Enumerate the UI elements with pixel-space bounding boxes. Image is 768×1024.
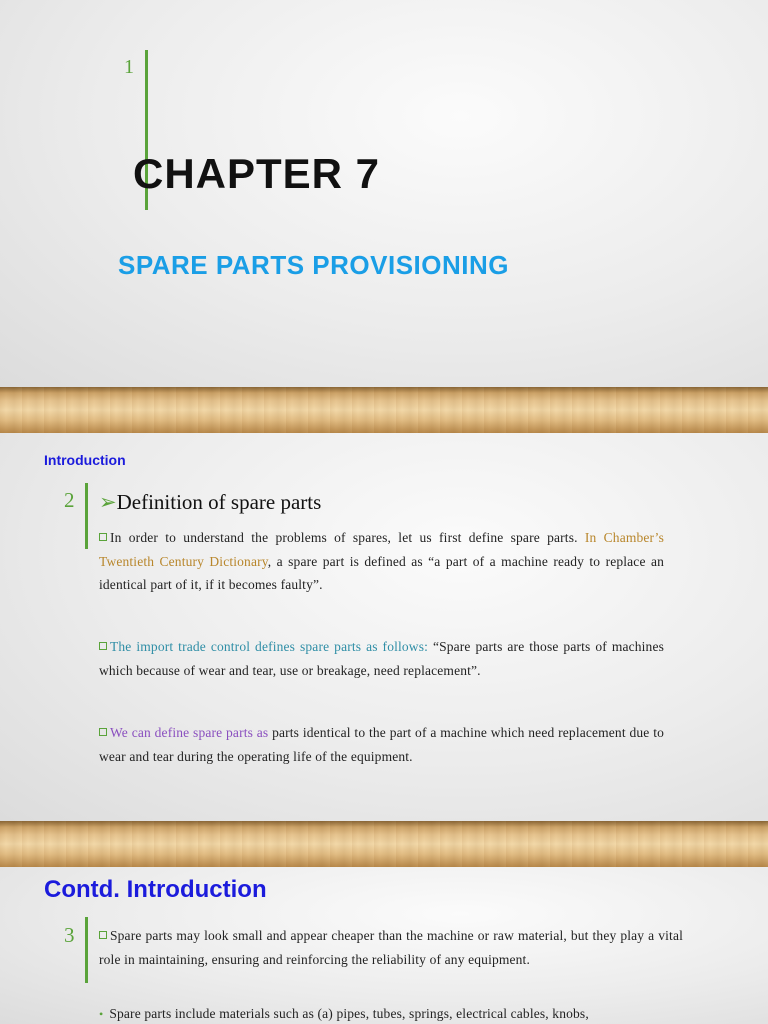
slide-2 <box>0 433 768 821</box>
chapter-title: CHAPTER 7 <box>133 150 381 197</box>
square-bullet-icon <box>99 533 107 541</box>
accent-bar <box>85 917 88 983</box>
square-bullet-icon <box>99 931 107 939</box>
accent-bar <box>85 483 88 549</box>
slide-heading: Contd. Introduction <box>44 876 267 903</box>
dot-bullet-icon: • <box>99 1007 104 1021</box>
slide-3 <box>0 867 768 1024</box>
definition-title: ➢Definition of spare parts <box>99 490 322 514</box>
paragraph-intro-1: Spare parts may look small and appear cheaper than the machine or raw material, but they play a vital role in maintaining, ensuring and reinforcing the reliability of any equipment. <box>99 928 683 967</box>
paragraph-definition-1: In order to understand the problems of spares, let us first define spare parts. In Chamber’s Twentieth Century Dictionary, a spare part is defined as “a part of a machine ready to replace an identical part of it, if it becomes faulty”. <box>99 530 664 592</box>
arrow-bullet-icon: ➢ <box>99 490 117 514</box>
slide-number: 3 <box>64 923 75 947</box>
paragraph-definition-3: We can define spare parts as parts identical to the part of a machine which need replacement due to wear and tear during the operating life of the equipment. <box>99 725 664 764</box>
square-bullet-icon <box>99 642 107 650</box>
paragraph-intro-2: • Spare parts include materials such as (a) pipes, tubes, springs, electrical cables, knobs, <box>99 1006 589 1021</box>
slide-1 <box>0 0 768 387</box>
paragraph-definition-2: The import trade control defines spare parts as follows: “Spare parts are those parts of machines which because of wear and tear, use or breakage, need replacement”. <box>99 639 664 678</box>
slide-divider <box>0 821 768 867</box>
slide-number: 2 <box>64 488 75 512</box>
slide-divider <box>0 387 768 433</box>
square-bullet-icon <box>99 728 107 736</box>
slide-number: 1 <box>124 56 134 78</box>
slide-heading: Introduction <box>44 452 126 468</box>
chapter-subtitle: SPARE PARTS PROVISIONING <box>118 250 509 280</box>
